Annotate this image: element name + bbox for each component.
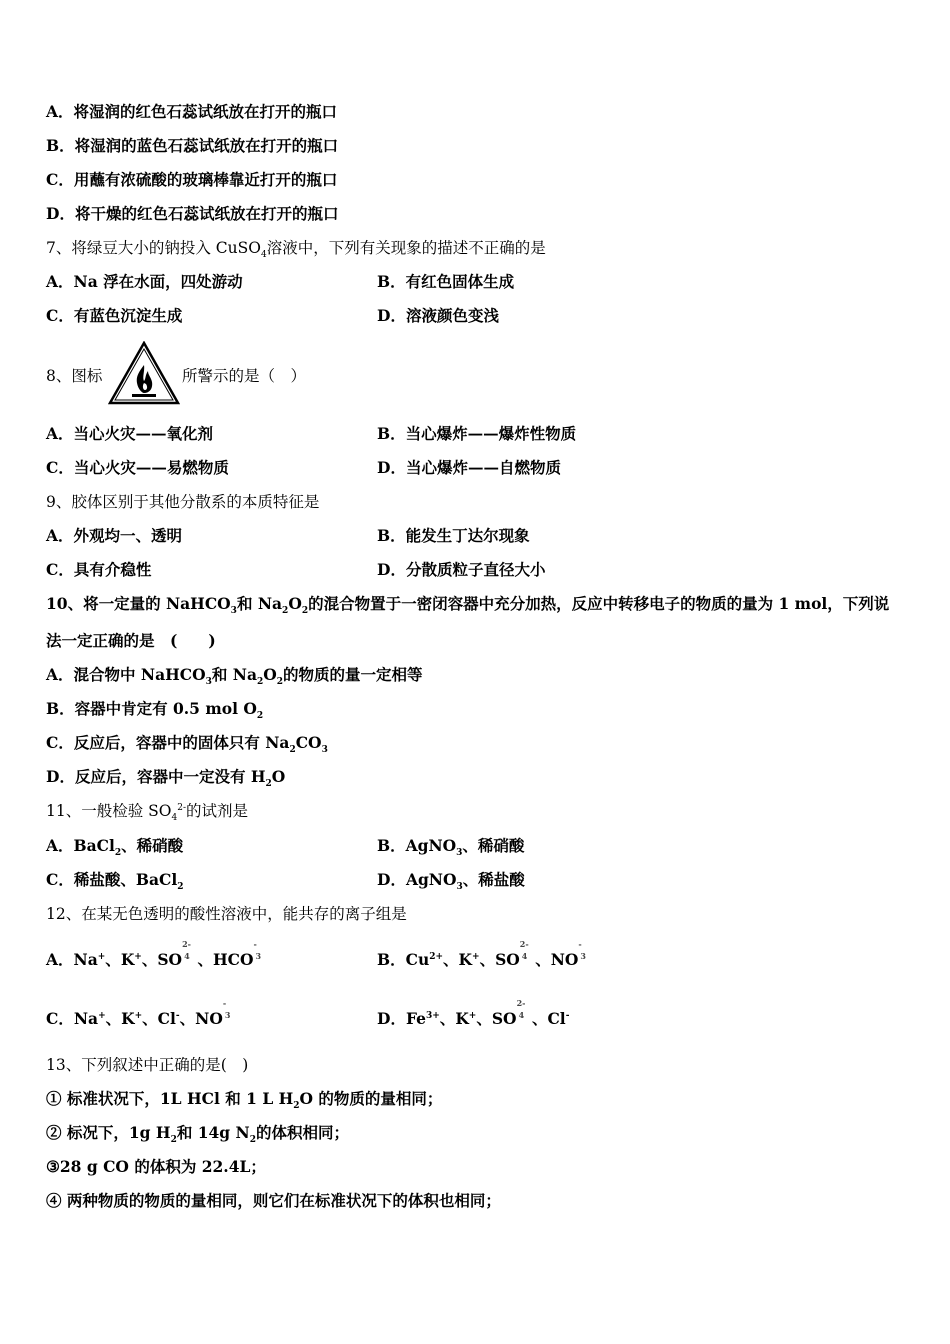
q7-option-c: C．有蓝色沉淀生成	[46, 306, 183, 325]
q6-option-d-text: D．将干燥的红色石蕊试纸放在打开的瓶口	[46, 204, 339, 223]
q6-option-b-text: B．将湿润的蓝色石蕊试纸放在打开的瓶口	[46, 136, 339, 155]
q13-statement-2: ② 标况下，1g $H_2$和 14g $N_2$的体积相同；	[46, 1123, 349, 1146]
q9-option-d: D．分散质粒子直径大小	[377, 560, 546, 579]
ion-charge: - 3	[578, 939, 586, 961]
q12-option-d: D．$Fe^{3+}$、K+、SO 2- 4 、Cl-	[377, 998, 570, 1028]
q13-statement-3: ③28 g CO 的体积为 22.4L；	[46, 1157, 266, 1176]
q10-stem-line1: 10、将一定量的 NaHCO$_3$和 $Na_2O_2$的混合物置于一密闭容器中充分加热，反应中转移电子的物质的量为 1 mol，下列说	[46, 594, 890, 617]
ion-charge: 2- 4	[519, 939, 529, 961]
q6-option-c	[46, 170, 337, 190]
q11-option-b: B．AgNO$_3$、稀硝酸	[377, 836, 525, 859]
q7-option-d: D．溶液颜色变浅	[377, 306, 499, 325]
flammable-warning-icon	[108, 341, 180, 405]
q9-stem: 9、胶体区别于其他分散系的本质特征是	[46, 493, 320, 511]
q8-option-d: D．当心爆炸——自燃物质	[377, 458, 561, 477]
q6-option-c-text: C．用蘸有浓硫酸的玻璃棒靠近打开的瓶口	[46, 170, 338, 189]
q6-option-a-text: A．将湿润的红色石蕊试纸放在打开的瓶口	[46, 102, 338, 121]
q7-option-b: B．有红色固体生成	[377, 272, 515, 291]
q8-stem-pre: 8、图标	[46, 367, 103, 385]
q13-statement-4: ④ 两种物质的物质的量相同，则它们在标准状况下的体积也相同；	[46, 1191, 501, 1210]
q6-option-b	[46, 136, 338, 156]
q6-option-d	[46, 204, 338, 224]
ion-charge: - 3	[222, 998, 231, 1020]
q12-option-c: C．Na+、K+、Cl-、NO - 3	[46, 1009, 233, 1029]
ion-charge: 2- 4	[182, 939, 191, 961]
q8-stem-post: 所警示的是（ ）	[182, 367, 307, 385]
q11-option-a: A．BaCl$_2$、稀硝酸	[46, 836, 184, 859]
q12-option-a: A．Na+、K+、SO 2- 4 、HCO - 3	[46, 950, 263, 970]
q10-option-b: B．容器中肯定有 0.5 mol $O_2$	[46, 699, 264, 722]
q11-option-d: D．AgNO$_3$、稀盐酸	[377, 870, 525, 893]
q8-option-c: C．当心火灾——易燃物质	[46, 458, 229, 477]
q10-option-d: D．反应后，容器中一定没有 $H_2O$	[46, 767, 286, 790]
q7-option-a: A．Na 浮在水面，四处游动	[46, 272, 243, 291]
q13-statement-1: ① 标准状况下，1L HCl 和 1 L $H_2O$ 的物质的量相同；	[46, 1089, 443, 1112]
q9-option-c: C．具有介稳性	[46, 560, 152, 579]
q13-stem: 13、下列叙述中正确的是( )	[46, 1056, 249, 1074]
q12-stem: 12、在某无色透明的酸性溶液中，能共存的离子组是	[46, 905, 407, 923]
q12-option-b: B．$Cu^{2+}$、K+、SO 2- 4 、NO - 3	[377, 950, 588, 970]
q9-option-a: A．外观均一、透明	[46, 526, 183, 545]
ion-charge: 2- 4	[516, 998, 526, 1020]
q11-option-c: C．稀盐酸、BaCl$_2$	[46, 870, 184, 893]
q8-option-a: A．当心火灾——氧化剂	[46, 424, 214, 443]
q7-stem: 7、将绿豆大小的钠投入 CuSO$_4$溶液中，下列有关现象的描述不正确的是	[46, 239, 546, 261]
q8-option-b: B．当心爆炸——爆炸性物质	[377, 424, 577, 443]
ion-charge: - 3	[253, 939, 262, 961]
q10-option-a: A．混合物中 NaHCO$_3$和 $Na_2O_2$的物质的量一定相等	[46, 665, 423, 688]
q11-stem: 11、一般检验 $SO_4^{2-}$的试剂是	[46, 802, 249, 824]
q10-stem-line2: 法一定正确的是 ( )	[46, 631, 216, 650]
q6-option-a	[46, 102, 337, 122]
q9-option-b: B．能发生丁达尔现象	[377, 526, 530, 545]
q10-option-c: C．反应后，容器中的固体只有 $Na_2CO_3$	[46, 733, 328, 756]
